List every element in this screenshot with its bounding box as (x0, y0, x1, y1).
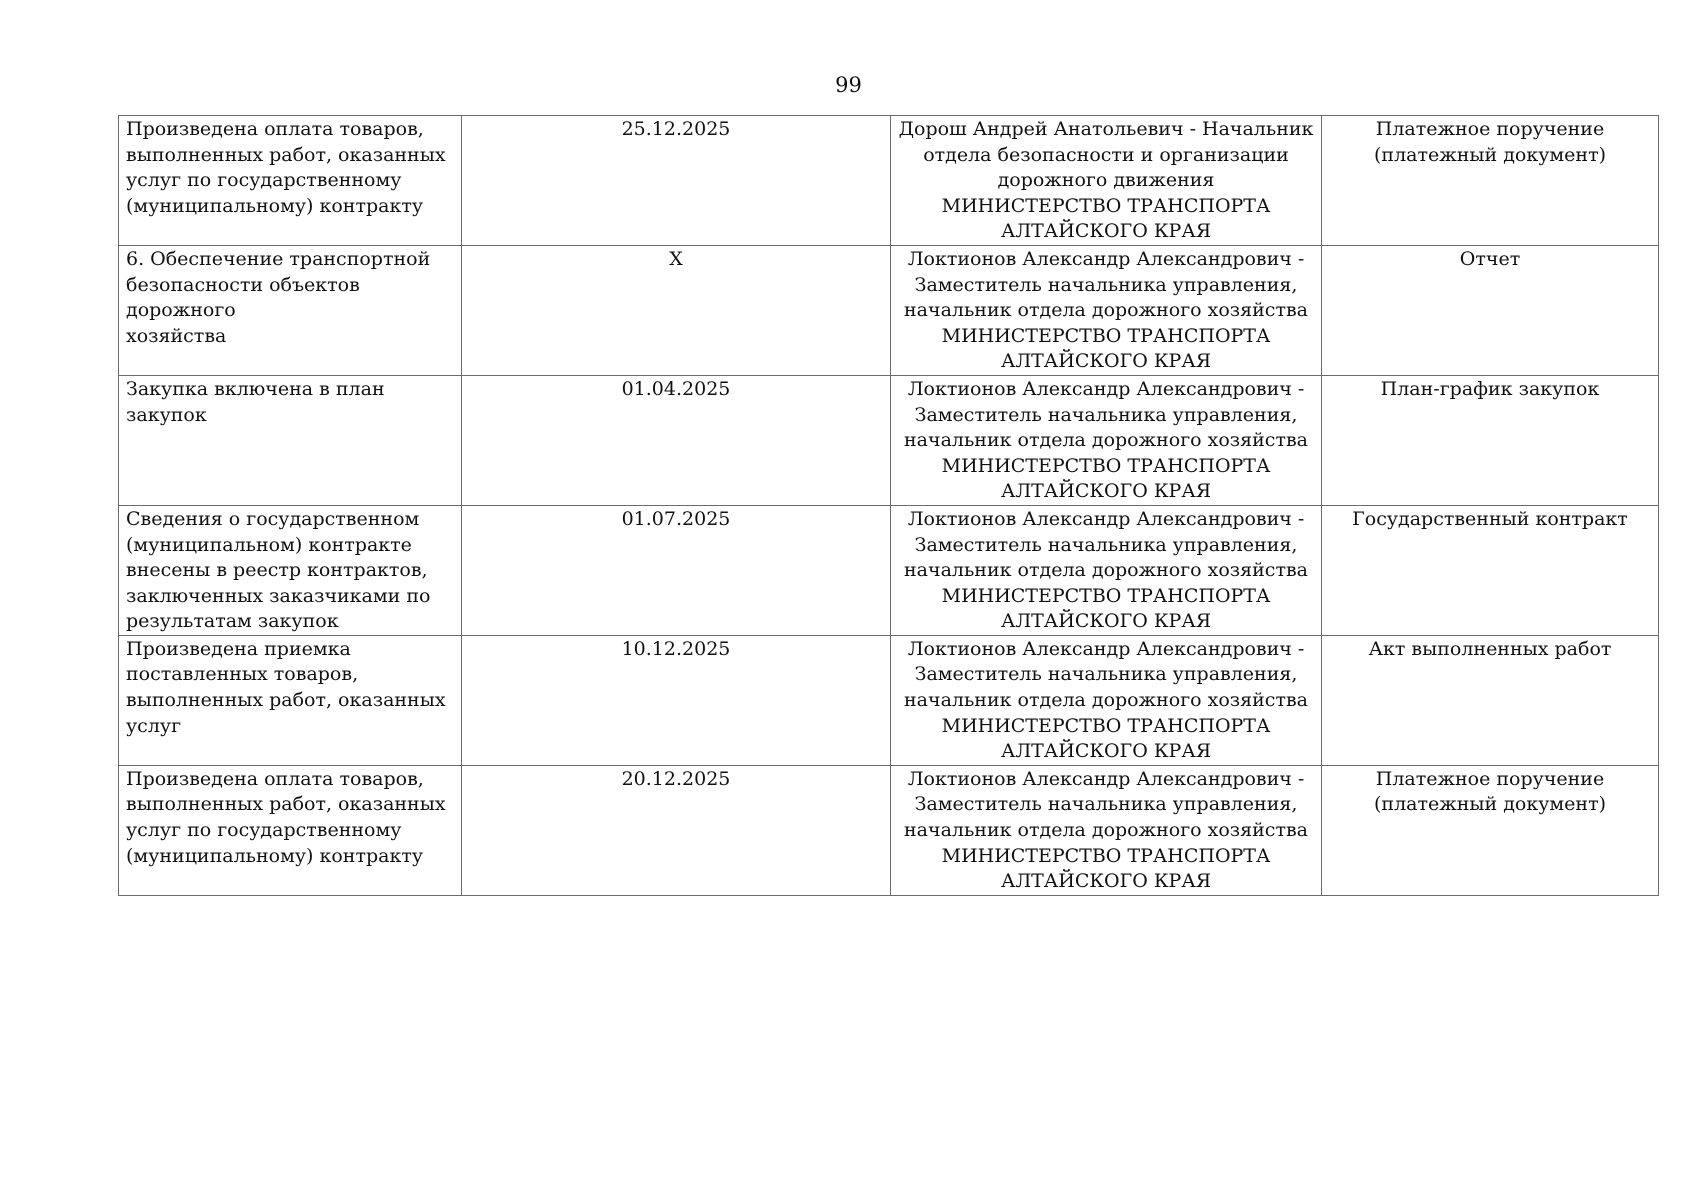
cell-responsible-line: Заместитель начальника управления, (914, 273, 1298, 296)
cell-responsible-line: начальник отдела дорожного хозяйства (904, 299, 1308, 322)
cell-responsible-line: МИНИСТЕРСТВО ТРАНСПОРТА (941, 844, 1271, 867)
cell-responsible (891, 765, 1322, 895)
cell-event-line: Закупка включена в план закупок (126, 377, 385, 426)
cell-responsible-line: начальник отдела дорожного хозяйства (904, 559, 1308, 582)
cell-responsible-line: Заместитель начальника управления, (914, 793, 1298, 816)
cell-responsible-line: АЛТАЙСКОГО КРАЯ (1000, 350, 1212, 373)
cell-event-line: (муниципальному) контракту (126, 194, 424, 217)
cell-responsible-line: Локтионов Александр Александрович - (907, 247, 1305, 270)
cell-event-line: безопасности объектов дорожного (126, 273, 360, 322)
cell-date-text: 01.07.2025 (621, 507, 731, 530)
cell-date-text: X (669, 247, 683, 270)
cell-event-line: Произведена оплата товаров, (126, 118, 424, 140)
cell-document (1322, 375, 1659, 505)
cell-document-line: План-график закупок (1380, 377, 1600, 400)
cell-responsible-line: АЛТАЙСКОГО КРАЯ (1000, 220, 1212, 243)
cell-responsible-line: АЛТАЙСКОГО КРАЯ (1000, 480, 1212, 503)
cell-event-line: Произведена оплата товаров, (126, 767, 424, 790)
cell-date (462, 116, 891, 246)
cell-responsible-line: Локтионов Александр Александрович - (907, 377, 1305, 400)
cell-responsible-line: МИНИСТЕРСТВО ТРАНСПОРТА (941, 584, 1271, 607)
cell-event-line: поставленных товаров, (126, 663, 359, 686)
table-row (119, 375, 1659, 505)
cell-responsible-line: Заместитель начальника управления, (914, 403, 1298, 426)
cell-event (119, 635, 462, 765)
cell-event (119, 245, 462, 375)
cell-responsible-line: дорожного движения (997, 169, 1215, 192)
cell-event (119, 765, 462, 895)
table-row (119, 635, 1659, 765)
cell-event (119, 505, 462, 635)
cell-document (1322, 505, 1659, 635)
cell-event-line: выполненных работ, оказанных (126, 143, 446, 166)
cell-document-line: (платежный документ) (1374, 143, 1606, 166)
cell-responsible (891, 375, 1322, 505)
cell-responsible-line: АЛТАЙСКОГО КРАЯ (1000, 610, 1212, 633)
cell-event-line: (муниципальном) контракте (126, 533, 412, 556)
page-number: 99 (835, 73, 862, 97)
cell-date (462, 765, 891, 895)
cell-event-line: выполненных работ, оказанных (126, 689, 446, 712)
cell-document-line: (платежный документ) (1374, 793, 1606, 816)
table-row (119, 245, 1659, 375)
cell-event-line: 6. Обеспечение транспортной (126, 247, 431, 270)
cell-document-line: Акт выполненных работ (1368, 637, 1612, 660)
cell-document (1322, 245, 1659, 375)
cell-responsible-line: начальник отдела дорожного хозяйства (904, 429, 1308, 452)
cell-responsible-line: МИНИСТЕРСТВО ТРАНСПОРТА (941, 324, 1271, 347)
cell-responsible-line: МИНИСТЕРСТВО ТРАНСПОРТА (941, 714, 1271, 737)
cell-document (1322, 635, 1659, 765)
cell-date-text: 25.12.2025 (621, 118, 731, 140)
cell-responsible-line: АЛТАЙСКОГО КРАЯ (1000, 870, 1212, 893)
cell-event-line: заключенных заказчиками по (126, 584, 431, 607)
cell-event (119, 375, 462, 505)
cell-date (462, 245, 891, 375)
cell-responsible-line: АЛТАЙСКОГО КРАЯ (1000, 740, 1212, 763)
cell-date (462, 635, 891, 765)
cell-responsible-line: Локтионов Александр Александрович - (907, 767, 1305, 790)
cell-responsible (891, 505, 1322, 635)
table-row (119, 116, 1659, 246)
cell-event-line: услуг по государственному (126, 819, 402, 842)
cell-document-line: Платежное поручение (1375, 118, 1605, 140)
cell-responsible-line: начальник отдела дорожного хозяйства (904, 819, 1308, 842)
cell-responsible (891, 635, 1322, 765)
cell-event-line: хозяйства (126, 324, 227, 347)
cell-date-text: 10.12.2025 (621, 637, 731, 660)
cell-responsible-line: Заместитель начальника управления, (914, 663, 1298, 686)
cell-event-line: выполненных работ, оказанных (126, 793, 446, 816)
cell-date (462, 505, 891, 635)
table-row (119, 505, 1659, 635)
cell-responsible-line: МИНИСТЕРСТВО ТРАНСПОРТА (941, 194, 1271, 217)
cell-event-line: результатам закупок (126, 610, 339, 633)
cell-responsible-line: отдела безопасности и организации (923, 143, 1289, 166)
cell-responsible-line: Дорош Андрей Анатольевич - Начальник (898, 118, 1314, 140)
cell-document (1322, 765, 1659, 895)
cell-date-text: 20.12.2025 (621, 767, 731, 790)
cell-responsible-line: МИНИСТЕРСТВО ТРАНСПОРТА (941, 454, 1271, 477)
cell-date-text: 01.04.2025 (621, 377, 731, 400)
cell-responsible-line: начальник отдела дорожного хозяйства (904, 689, 1308, 712)
cell-responsible-line: Заместитель начальника управления, (914, 533, 1298, 556)
table-body (119, 116, 1659, 896)
cell-document (1322, 116, 1659, 246)
cell-event-line: (муниципальному) контракту (126, 844, 424, 867)
cell-responsible (891, 245, 1322, 375)
cell-event-line: услуг (126, 714, 182, 737)
cell-responsible (891, 116, 1322, 246)
cell-document-line: Отчет (1459, 247, 1521, 270)
cell-event-line: Сведения о государственном (126, 507, 420, 530)
control-points-table (118, 115, 1659, 896)
cell-responsible-line: Локтионов Александр Александрович - (907, 507, 1305, 530)
cell-responsible-line: Локтионов Александр Александрович - (907, 637, 1305, 660)
cell-event (119, 116, 462, 246)
cell-event-line: услуг по государственному (126, 169, 402, 192)
cell-date (462, 375, 891, 505)
cell-event-line: внесены в реестр контрактов, (126, 559, 428, 582)
cell-document-line: Государственный контракт (1352, 507, 1628, 530)
cell-event-line: Произведена приемка (126, 637, 351, 660)
table-row (119, 765, 1659, 895)
cell-document-line: Платежное поручение (1375, 767, 1605, 790)
